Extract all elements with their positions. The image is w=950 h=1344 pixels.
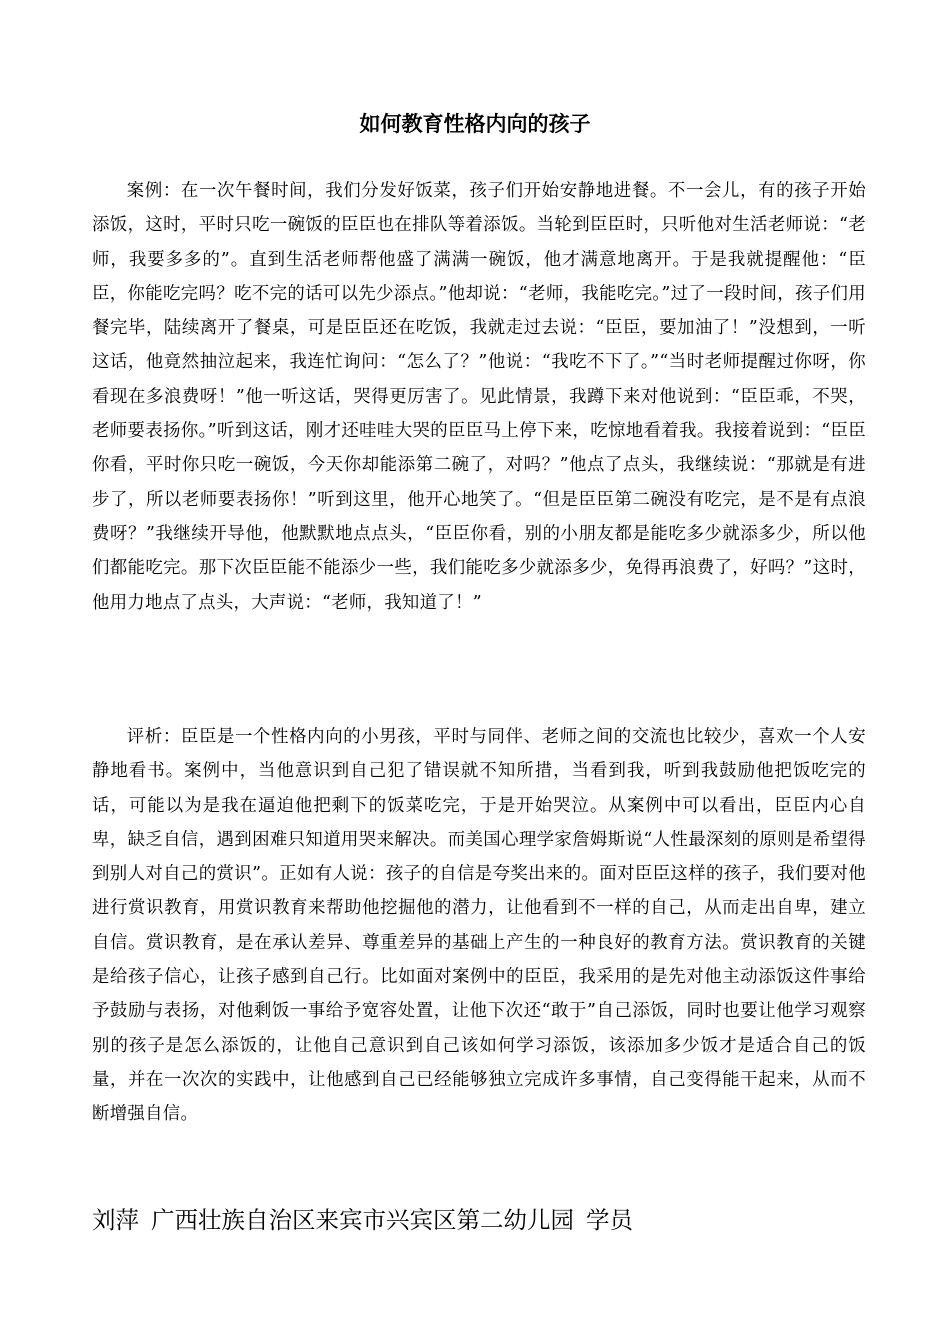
author-role: 学员 xyxy=(586,1206,633,1234)
author-signature xyxy=(92,1202,866,1238)
author-name: 刘萍 xyxy=(92,1206,139,1234)
analysis-paragraph: 评析：臣臣是一个性格内向的小男孩，平时与同伴、老师之间的交流也比较少，喜欢一个人安静地看书。案例中，当他意识到自己犯了错误就不知所措，当看到我，听到我鼓励他把饭吃完的话，可能以为是我在逼迫他把剩下的饭菜吃完，于是开始哭泣。从案例中可以看出，臣臣内心自卑，缺乏自信，遇到困难只知道用哭来解决。而美国心理学家詹姆斯说“人性最深刻的原则是希望得到别人对自己的赏识”。正如有人说：孩子的自信是夸奖出来的。面对臣臣这样的孩子，我们要对他进行赏识教育，用赏识教育来帮助他挖掘他的潜力，让他看到不一样的自己，从而走出自卑，建立自信。赏识教育，是在承认差异、尊重差异的基础上产生的一种良好的教育方法。赏识教育的关键是给孩子信心，让孩子感到自己行。比如面对案例中的臣臣，我采用的是先对他主动添饭这件事给予鼓励与表扬，对他剩饭一事给予宽容处置，让他下次还“敢于”自己添饭，同时也要让他学习观察别的孩子是怎么添饭的，让他自己意识到自己该如何学习添饭，该添加多少饭才是适合自己的饭量，并在一次次的实践中，让他感到自己已经能够独立完成许多事情，自己变得能干起来，从而不断增强自信。 xyxy=(92,727,866,1125)
case-paragraph: 案例：在一次午餐时间，我们分发好饭菜，孩子们开始安静地进餐。不一会儿，有的孩子开始添饭，这时，平时只吃一碗饭的臣臣也在排队等着添饭。当轮到臣臣时，只听他对生活老师说：“老师，我要多多的”。直到生活老师帮他盛了满满一碗饭，他才满意地离开。于是我就提醒他：“臣臣，你能吃完吗？吃不完的话可以先少添点。”他却说：“老师，我能吃完。”过了一段时间，孩子们用餐完毕，陆续离开了餐桌，可是臣臣还在吃饭，我就走过去说：“臣臣，要加油了！”没想到，一听这话，他竟然抽泣起来，我连忙询问：“怎么了？”他说：“我吃不下了。”“当时老师提醒过你呀，你看现在多浪费呀！”他一听这话，哭得更厉害了。见此情景，我蹲下来对他说到：“臣臣乖，不哭，老师要表扬你。”听到这话，刚才还哇哇大哭的臣臣马上停下来，吃惊地看着我。我接着说到：“臣臣你看，平时你只吃一碗饭，今天你却能添第二碗了，对吗？”他点了点头，我继续说：“那就是有进步了，所以老师要表扬你！”听到这里，他开心地笑了。“但是臣臣第二碗没有吃完，是不是有点浪费呀？”我继续开导他，他默默地点点头，“臣臣你看，别的小朋友都是能吃多少就添多少，所以他们都能吃完。那下次臣臣能不能添少一些，我们能吃多少就添多少，免得再浪费了，好吗？”这时，他用力地点了点头，大声说：“老师，我知道了！” xyxy=(92,181,866,613)
author-organization: 广西壮族自治区来宾市兴宾区第二幼儿园 xyxy=(151,1206,574,1234)
document-title: 如何教育性格内向的孩子 xyxy=(359,112,591,136)
